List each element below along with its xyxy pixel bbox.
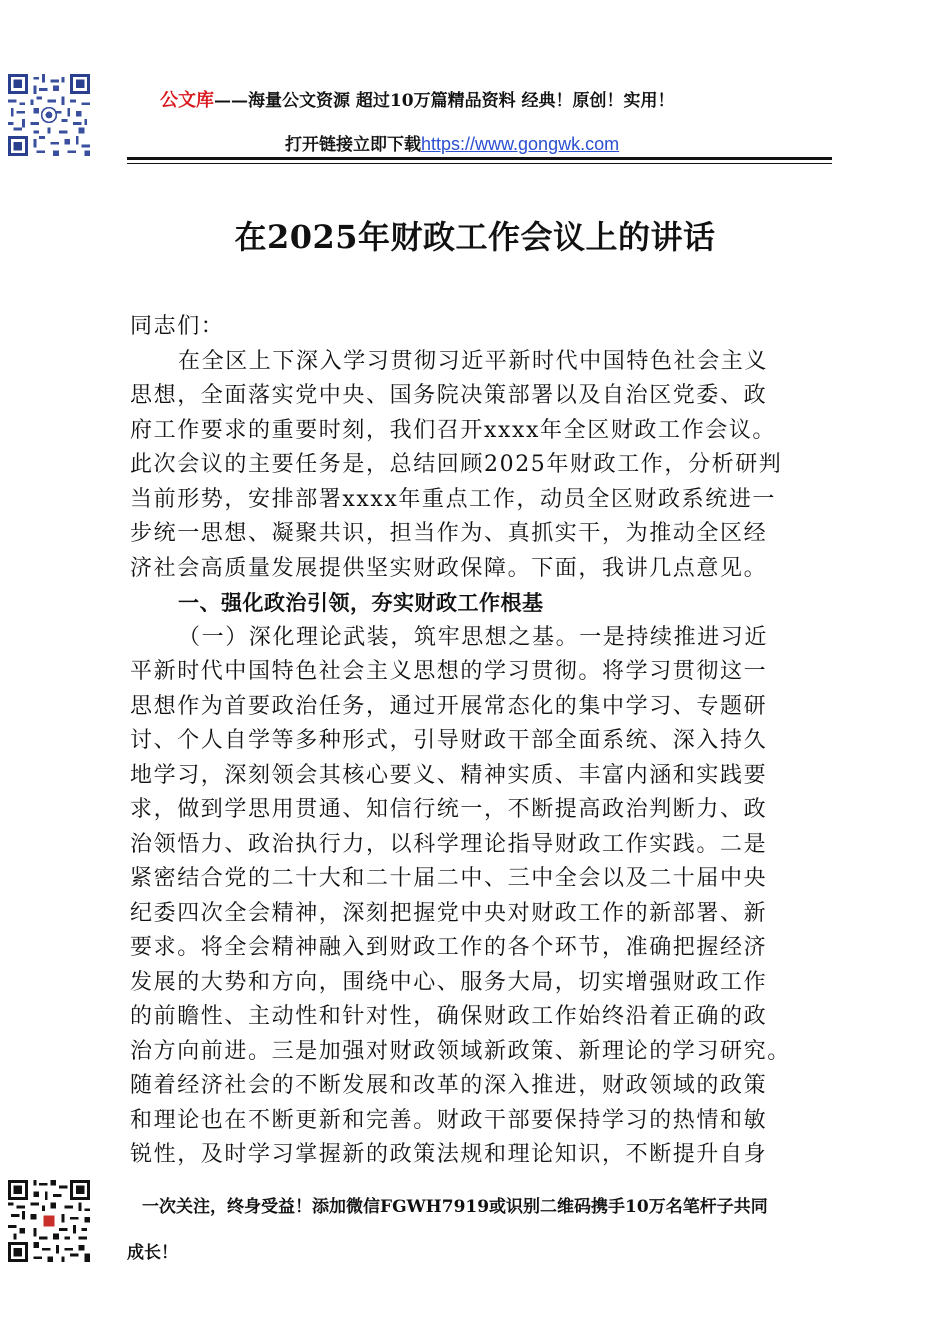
paragraph-line: 当前形势，安排部署xxxx年重点工作，动员全区财政系统进一 — [130, 486, 777, 512]
header-promo — [160, 86, 780, 112]
paragraph-line: 求，做到学思用贯通、知信行统一，不断提高政治判断力、政 — [130, 797, 768, 822]
qr-code-icon[interactable] — [8, 1180, 90, 1262]
download-prompt: 打开链接立即下载 — [285, 135, 421, 155]
download-link[interactable]: https://www.gongwk.com — [421, 134, 620, 154]
paragraph-line: 的前瞻性、主动性和针对性，确保财政工作始终沿着正确的政 — [130, 1004, 768, 1029]
paragraph-line: 治方向前进。三是加强对财政领域新政策、新理论的学习研究。 — [130, 1038, 791, 1064]
paragraph-line: 府工作要求的重要时刻，我们召开xxxx年全区财政工作会议。 — [130, 417, 777, 443]
paragraph-line: 发展的大势和方向，围绕中心、服务大局，切实增强财政工作 — [130, 969, 768, 995]
paragraph-line: 和理论也在不断更新和完善。财政干部要保持学习的热情和敏 — [130, 1107, 768, 1133]
paragraph-line: 紧密结合党的二十大和二十届二中、三中全会以及二十届中央 — [130, 866, 768, 891]
paragraph-line: 步统一思想、凝聚共识，担当作为、真抓实干，为推动全区经 — [130, 521, 768, 546]
paragraph-line: 平新时代中国特色社会主义思想的学习贯彻。将学习贯彻这一 — [130, 659, 768, 684]
paragraph-line: 此次会议的主要任务是，总结回顾2025年财政工作，分析研判 — [130, 452, 783, 477]
salutation: 同志们： — [130, 314, 225, 339]
paragraph-line: （一）深化理论武装，筑牢思想之基。一是持续推进习近 — [178, 624, 769, 650]
section-heading: 一、强化政治引领，夯实财政工作根基 — [178, 591, 544, 615]
page-title: 在2025年财政工作会议上的讲话 — [234, 218, 716, 256]
footer-promo: 一次关注，终身受益！添加微信FGWH7919或识别二维码携手10万名笔杆子共同 — [142, 1197, 768, 1217]
header-rule-thin — [127, 163, 832, 164]
header-tagline: ——海量公文资源 超过10万篇精品资料 经典！原创！实用！ — [214, 91, 675, 111]
paragraph-line: 思想作为首要政治任务，通过开展常态化的集中学习、专题研 — [130, 693, 768, 719]
footer-promo-continued: 成长！ — [127, 1243, 178, 1263]
header-download — [285, 130, 619, 155]
paragraph-line: 思想，全面落实党中央、国务院决策部署以及自治区党委、政 — [130, 383, 768, 408]
header-rule — [127, 157, 832, 160]
paragraph-line: 济社会高质量发展提供坚实财政保障。下面，我讲几点意见。 — [130, 555, 768, 581]
paragraph-line: 要求。将全会精神融入到财政工作的各个环节，准确把握经济 — [130, 935, 768, 960]
brand-name: 公文库 — [160, 90, 214, 111]
paragraph-line: 讨、个人自学等多种形式，引导财政干部全面系统、深入持久 — [130, 728, 768, 753]
paragraph-line: 锐性，及时学习掌握新的政策法规和理论知识，不断提升自身 — [130, 1142, 768, 1167]
paragraph-line: 治领悟力、政治执行力，以科学理论指导财政工作实践。二是 — [130, 831, 768, 857]
document-body — [130, 310, 832, 1173]
paragraph-line: 纪委四次全会精神，深刻把握党中央对财政工作的新部署、新 — [130, 900, 768, 926]
paragraph-line: 随着经济社会的不断发展和改革的深入推进，财政领域的政策 — [130, 1073, 768, 1098]
paragraph-line: 地学习，深刻领会其核心要义、精神实质、丰富内涵和实践要 — [130, 762, 768, 788]
paragraph-line: 在全区上下深入学习贯彻习近平新时代中国特色社会主义 — [178, 348, 769, 374]
qr-code-icon[interactable] — [8, 74, 90, 156]
